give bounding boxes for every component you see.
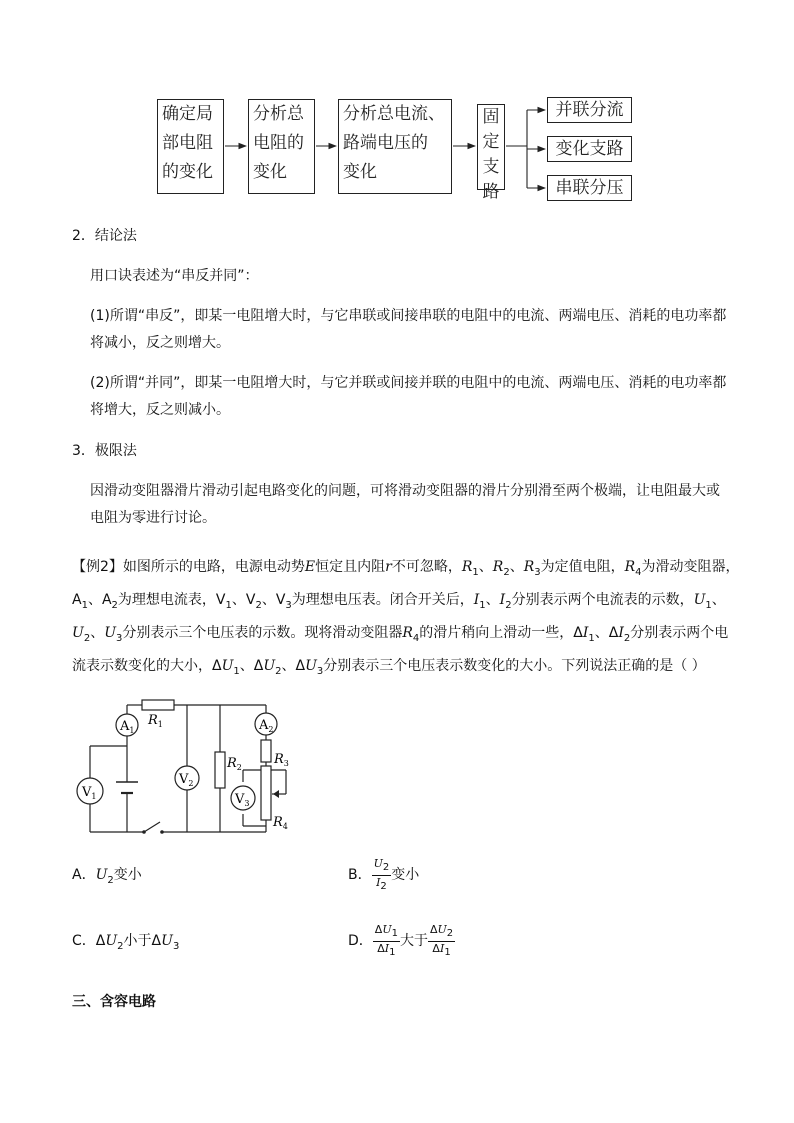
label-r3: $R_3$ xyxy=(274,752,289,768)
example-line-2: $A_1$、$A_2$为理想电流表，$V_1$、$V_2$、$V_3$为理想电压表。闭合开关后，$I_1$、$I_2$分别表示两个电流表的示数，$U_1$、 xyxy=(72,592,726,611)
option-a[interactable]: A．$U_2$变小 xyxy=(72,867,142,886)
fraction-du2-di1: $\frac{\Delta U_2}{\Delta I_1}$ xyxy=(429,923,454,958)
section-2-para-2-line-1: (2)所谓“并同”，即某一电阻增大时，与它并联或间接并联的电阻中的电流、两端电压、消耗的电功率都 xyxy=(90,375,727,391)
flow-text: 部电阻 xyxy=(162,133,213,153)
flow-text: 变化 xyxy=(343,162,377,182)
flow-text: 路端电压的 xyxy=(343,133,428,153)
example-line-1: 【例2】如图所示的电路，电源电动势E恒定且内阻r不可忽略，$R_1$、$R_2$、$R_3$为定值电阻，$R_4$为滑动变阻器， xyxy=(72,559,740,578)
flow-text: 路 xyxy=(482,182,500,202)
label-r1: $R_1$ xyxy=(148,713,163,729)
label-a2: $A_2$ xyxy=(259,718,274,734)
label-v3: $V_3$ xyxy=(235,792,250,808)
flow-text: 确定局 xyxy=(162,104,213,124)
section-3-line-2: 电阻为零进行讨论。 xyxy=(90,510,216,526)
circuit-diagram xyxy=(60,690,320,850)
resistor-r1 xyxy=(142,700,174,710)
switch-blade xyxy=(144,822,160,832)
label-a1: $A_1$ xyxy=(120,719,135,735)
option-c[interactable]: C．$\Delta U_2$小于$\Delta U_3$ xyxy=(72,933,180,952)
rheostat-wiper-arrow xyxy=(273,790,279,798)
label-v2: $V_2$ xyxy=(179,772,194,788)
flow-text: 定 xyxy=(482,132,500,152)
example-line-3: $U_2$、$U_3$分别表示三个电压表的示数。现将滑动变阻器$R_4$的滑片稍向上滑动一些，$\Delta I_1$、$\Delta I_2$分别表示两个电 xyxy=(72,625,729,644)
flow-output-parallel: 并联分流 xyxy=(547,97,632,123)
flow-text: 电阻的 xyxy=(253,133,304,153)
label-v1: $V_1$ xyxy=(82,785,97,801)
section-3-heading: 3．极限法 xyxy=(72,443,137,459)
resistor-r3 xyxy=(261,740,271,762)
flow-text: 分析总电流、 xyxy=(343,104,445,124)
option-d[interactable]: D． $\frac{\Delta U_1}{\Delta I_1}$ 大于 $\frac{\Delta U_2}{\Delta I_1}$ xyxy=(348,923,454,958)
label-r4: $R_4$ xyxy=(273,815,288,831)
flow-output-series: 串联分压 xyxy=(547,175,632,201)
section-2-intro: 用口诀表述为“串反并同”： xyxy=(90,268,259,284)
flow-output-changing: 变化支路 xyxy=(547,136,632,162)
flow-arrows xyxy=(0,0,794,220)
flow-text: 支 xyxy=(482,157,500,177)
flow-text: 变化 xyxy=(253,162,287,182)
section-capacitor-circuit-heading: 三、含容电路 xyxy=(72,994,156,1010)
flow-text: 的变化 xyxy=(162,162,213,182)
rheostat-r4 xyxy=(261,766,271,820)
example-line-4: 流表示数变化的大小，$\Delta U_1$、$\Delta U_2$、$\Delta U_3$分别表示三个电压表示数变化的大小。下列说法正确的是（ ） xyxy=(72,658,706,677)
switch-contact-right xyxy=(160,830,164,834)
label-r2: $R_2$ xyxy=(227,756,242,772)
flow-text: 分析总 xyxy=(253,104,304,124)
fraction-du1-di1: $\frac{\Delta U_1}{\Delta I_1}$ xyxy=(374,923,398,958)
resistor-r2 xyxy=(215,752,225,788)
option-b[interactable]: B． $\frac{U_2}{I_2}$ 变小 xyxy=(348,857,420,892)
section-2-para-1-line-2: 将减小，反之则增大。 xyxy=(90,335,230,351)
section-3-line-1: 因滑动变阻器滑片滑动引起电路变化的问题，可将滑动变阻器的滑片分别滑至两个极端，让电阻最大或 xyxy=(90,483,720,499)
section-2-para-1-line-1: (1)所谓“串反”，即某一电阻增大时，与它串联或间接串联的电阻中的电流、两端电压、消耗的电功率都 xyxy=(90,308,727,324)
section-2-para-2-line-2: 将增大，反之则减小。 xyxy=(90,402,230,418)
example-tag: 【例2】 xyxy=(72,559,123,575)
fraction-u2-i2: $\frac{U_2}{I_2}$ xyxy=(373,857,390,892)
flow-text: 固 xyxy=(482,107,500,127)
section-2-heading: 2．结论法 xyxy=(72,228,137,244)
